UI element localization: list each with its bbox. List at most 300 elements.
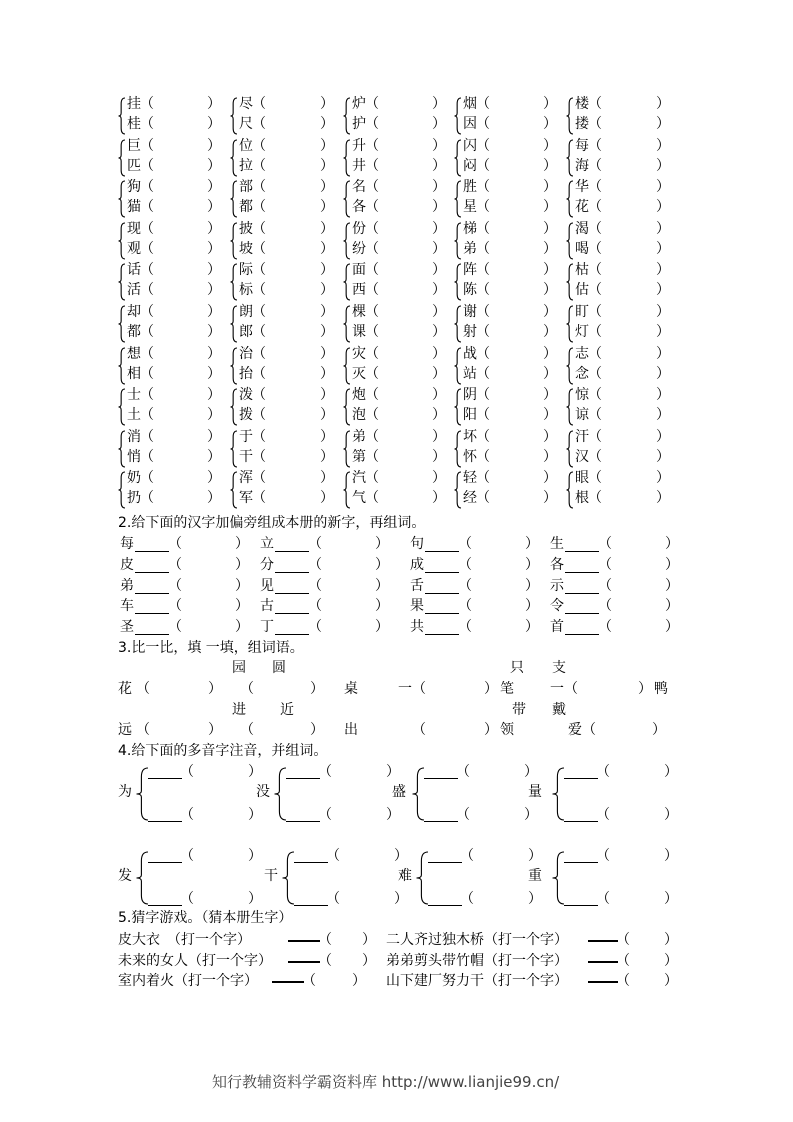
paren-close: ）: [432, 407, 446, 423]
paren-open: （: [458, 536, 472, 552]
char-b: 各: [352, 199, 366, 215]
paren-open: （: [476, 366, 490, 382]
base-char: 皮: [120, 556, 134, 573]
base-char: 令: [550, 598, 564, 615]
brace-icon: [118, 305, 125, 343]
paren-close: ）: [432, 96, 446, 112]
brace-icon: [230, 347, 237, 385]
pinyin-blank[interactable]: [286, 778, 320, 779]
line-char: 一: [550, 681, 564, 697]
answer-blank[interactable]: [275, 634, 309, 635]
polyphone-char: 为: [118, 784, 132, 800]
riddle-answer-blank[interactable]: [588, 940, 618, 942]
paren-open: （: [140, 449, 154, 465]
paren-close: ）: [525, 598, 539, 615]
pinyin-blank[interactable]: [294, 905, 328, 906]
pinyin-blank[interactable]: [428, 862, 462, 863]
paren-close: ）: [432, 324, 446, 340]
paren-open: （: [596, 764, 610, 780]
paren-close: ）: [524, 807, 538, 823]
char-b: 猫: [127, 199, 141, 215]
paren-close: ）: [656, 407, 670, 423]
base-char: 见: [260, 577, 274, 594]
brace-icon: [136, 767, 148, 821]
riddle-answer-blank[interactable]: [588, 981, 618, 983]
brace-icon: [412, 767, 424, 821]
paren-close: ）: [235, 577, 249, 594]
pinyin-blank[interactable]: [428, 905, 462, 906]
paren-close: ）: [375, 577, 389, 594]
char-b: 观: [127, 241, 141, 257]
paren-close: ）: [375, 619, 389, 636]
char-a: 渴: [575, 221, 589, 237]
paren-open: （: [588, 241, 602, 257]
brace-icon: [118, 222, 125, 260]
brace-icon: [454, 305, 461, 343]
paren-open: （: [365, 490, 379, 506]
riddle-answer-blank[interactable]: [588, 961, 618, 963]
paren-close: ）: [656, 221, 670, 237]
polyphone-char: 量: [528, 784, 542, 800]
paren-close: ）: [208, 681, 222, 697]
paren-close: ）: [652, 722, 666, 738]
paren-close: ）: [484, 722, 498, 738]
char-b: 拨: [239, 407, 253, 423]
pinyin-blank[interactable]: [424, 778, 458, 779]
compare-char: 进: [232, 702, 246, 718]
char-b: 星: [463, 199, 477, 215]
pinyin-blank[interactable]: [148, 821, 182, 822]
paren-close: ）: [320, 407, 334, 423]
paren-open: （: [588, 346, 602, 362]
paren-close: ）: [665, 536, 679, 552]
char-a: 于: [239, 429, 253, 445]
paren-close: ）: [432, 429, 446, 445]
paren-open: （: [365, 346, 379, 362]
brace-icon: [118, 347, 125, 385]
paren-close: ）: [320, 116, 334, 132]
paren-close: ）: [656, 262, 670, 278]
brace-icon: [118, 471, 125, 509]
paren-open: （: [598, 577, 612, 594]
pinyin-blank[interactable]: [148, 862, 182, 863]
paren-open: （: [598, 556, 612, 573]
paren-open: （: [365, 429, 379, 445]
char-a: 狗: [127, 179, 141, 195]
paren-close: ）: [656, 429, 670, 445]
polyphone-char: 发: [118, 868, 132, 884]
paren-open: （: [616, 973, 630, 990]
riddle-answer-blank[interactable]: [288, 940, 320, 942]
char-a: 惊: [575, 387, 589, 403]
base-char: 立: [260, 536, 274, 552]
paren-open: （: [458, 556, 472, 573]
paren-open: （: [476, 179, 490, 195]
paren-close: ）: [320, 262, 334, 278]
char-a: 挂: [127, 96, 141, 112]
char-b: 估: [575, 282, 589, 298]
answer-blank[interactable]: [135, 613, 169, 614]
char-a: 浑: [239, 470, 253, 486]
char-a: 面: [352, 262, 366, 278]
paren-open: （: [588, 470, 602, 486]
line-char: 爱: [568, 722, 582, 738]
brace-icon: [118, 139, 125, 177]
paren-close: ）: [656, 304, 670, 320]
brace-icon: [454, 347, 461, 385]
paren-open: （: [588, 490, 602, 506]
base-char: 各: [550, 556, 564, 573]
char-b: 弟: [463, 241, 477, 257]
char-b: 井: [352, 158, 366, 174]
char-b: 护: [352, 116, 366, 132]
pinyin-blank[interactable]: [286, 821, 320, 822]
paren-open: （: [596, 891, 610, 907]
paren-open: （: [588, 179, 602, 195]
paren-close: ）: [432, 282, 446, 298]
char-a: 阴: [463, 387, 477, 403]
char-b: 花: [575, 199, 589, 215]
paren-close: ）: [432, 158, 446, 174]
brace-icon: [454, 263, 461, 301]
base-char: 丁: [260, 619, 274, 636]
paren-open: （: [596, 807, 610, 823]
char-a: 却: [127, 304, 141, 320]
paren-open: （: [476, 324, 490, 340]
char-a: 阵: [463, 262, 477, 278]
paren-close: ）: [543, 407, 557, 423]
riddle-text: 二人齐过独木桥（打一个字）: [386, 932, 568, 948]
paren-close: ）: [543, 282, 557, 298]
paren-open: （: [252, 116, 266, 132]
paren-close: ）: [207, 179, 221, 195]
paren-close: ）: [320, 449, 334, 465]
paren-close: ）: [543, 116, 557, 132]
paren-close: ）: [543, 179, 557, 195]
answer-blank[interactable]: [425, 551, 459, 552]
paren-open: （: [308, 598, 322, 615]
brace-icon: [454, 471, 461, 509]
paren-open: （: [252, 470, 266, 486]
paren-open: （: [476, 490, 490, 506]
paren-close: ）: [656, 96, 670, 112]
brace-icon: [454, 430, 461, 468]
char-b: 土: [127, 407, 141, 423]
paren-open: （: [240, 722, 254, 738]
char-a: 梯: [463, 221, 477, 237]
paren-close: ）: [207, 282, 221, 298]
paren-close: ）: [362, 952, 376, 969]
paren-close: ）: [320, 138, 334, 154]
base-char: 句: [410, 536, 424, 552]
paren-close: ）: [432, 490, 446, 506]
line-char: 笔: [500, 681, 514, 697]
base-char: 示: [550, 577, 564, 594]
paren-open: （: [252, 346, 266, 362]
section5-title: 5.猜字游戏。（猜本册生字）: [118, 910, 293, 926]
paren-close: ）: [207, 241, 221, 257]
brace-icon: [343, 222, 350, 260]
paren-close: ）: [432, 346, 446, 362]
paren-open: （: [476, 221, 490, 237]
paren-open: （: [240, 681, 254, 697]
paren-close: ）: [207, 96, 221, 112]
paren-close: ）: [386, 807, 400, 823]
pinyin-blank[interactable]: [564, 905, 598, 906]
base-char: 分: [260, 556, 274, 573]
paren-open: （: [365, 221, 379, 237]
pinyin-blank[interactable]: [424, 821, 458, 822]
paren-close: ）: [656, 282, 670, 298]
char-a: 炮: [352, 387, 366, 403]
char-a: 泼: [239, 387, 253, 403]
paren-open: （: [252, 158, 266, 174]
paren-close: ）: [543, 158, 557, 174]
base-char: 果: [410, 598, 424, 615]
brace-icon: [118, 97, 125, 135]
char-a: 朗: [239, 304, 253, 320]
footer-watermark: 知行教辅资料学霸资料库 http://www.lianjie99.cn/: [212, 1073, 560, 1091]
char-a: 话: [127, 262, 141, 278]
char-a: 尽: [239, 96, 253, 112]
paren-open: （: [476, 449, 490, 465]
brace-icon: [454, 97, 461, 135]
paren-open: （: [136, 722, 150, 738]
paren-open: （: [476, 346, 490, 362]
brace-icon: [118, 263, 125, 301]
polyphone-char: 重: [528, 868, 542, 884]
char-b: 搂: [575, 116, 589, 132]
riddle-answer-blank[interactable]: [272, 981, 304, 983]
paren-close: ）: [235, 556, 249, 573]
brace-icon: [274, 767, 286, 821]
paren-close: ）: [320, 199, 334, 215]
answer-blank[interactable]: [275, 593, 309, 594]
paren-open: （: [252, 96, 266, 112]
brace-icon: [230, 471, 237, 509]
paren-close: ）: [362, 932, 376, 948]
brace-icon: [566, 180, 573, 218]
brace-icon: [118, 388, 125, 426]
paren-close: ）: [656, 158, 670, 174]
brace-icon: [454, 222, 461, 260]
paren-close: ）: [432, 221, 446, 237]
paren-close: ）: [665, 556, 679, 573]
paren-close: ）: [248, 807, 262, 823]
paren-open: （: [588, 407, 602, 423]
paren-close: ）: [207, 429, 221, 445]
paren-close: ）: [656, 449, 670, 465]
char-b: 郎: [239, 324, 253, 340]
paren-open: （: [365, 387, 379, 403]
paren-close: ）: [320, 387, 334, 403]
brace-icon: [230, 139, 237, 177]
paren-close: ）: [207, 138, 221, 154]
answer-blank[interactable]: [425, 634, 459, 635]
answer-blank[interactable]: [425, 572, 459, 573]
paren-close: ）: [207, 304, 221, 320]
paren-open: （: [476, 304, 490, 320]
char-b: 站: [463, 366, 477, 382]
line-char: 出: [344, 722, 358, 738]
answer-blank[interactable]: [565, 551, 599, 552]
paren-open: （: [460, 848, 474, 864]
pinyin-blank[interactable]: [294, 862, 328, 863]
paren-close: ）: [320, 324, 334, 340]
paren-open: （: [140, 241, 154, 257]
paren-close: ）: [207, 449, 221, 465]
pinyin-blank[interactable]: [564, 821, 598, 822]
pinyin-blank[interactable]: [564, 862, 598, 863]
brace-icon: [416, 851, 428, 905]
pinyin-blank[interactable]: [148, 905, 182, 906]
paren-close: ）: [543, 96, 557, 112]
paren-close: ）: [386, 764, 400, 780]
paren-close: ）: [664, 807, 678, 823]
answer-blank[interactable]: [425, 613, 459, 614]
brace-icon: [566, 430, 573, 468]
paren-close: ）: [207, 199, 221, 215]
char-a: 弟: [352, 429, 366, 445]
riddle-text: 室内着火（打一个字）: [118, 973, 258, 990]
paren-open: （: [252, 282, 266, 298]
paren-open: （: [365, 407, 379, 423]
paren-open: （: [140, 346, 154, 362]
paren-open: （: [476, 138, 490, 154]
paren-open: （: [140, 179, 154, 195]
riddle-answer-blank[interactable]: [288, 961, 320, 963]
line-char: 一: [398, 681, 412, 697]
paren-close: ）: [664, 848, 678, 864]
answer-blank[interactable]: [275, 613, 309, 614]
base-char: 生: [550, 536, 564, 552]
paren-close: ）: [208, 722, 222, 738]
char-b: 都: [127, 324, 141, 340]
paren-open: （: [252, 490, 266, 506]
brace-icon: [343, 180, 350, 218]
line-char: 桌: [344, 681, 358, 697]
char-b: 灭: [352, 366, 366, 382]
brace-icon: [454, 388, 461, 426]
brace-icon: [230, 388, 237, 426]
brace-icon: [566, 263, 573, 301]
char-b: 因: [463, 116, 477, 132]
paren-close: ）: [207, 262, 221, 278]
paren-open: （: [476, 116, 490, 132]
char-a: 汽: [352, 470, 366, 486]
paren-close: ）: [543, 241, 557, 257]
answer-blank[interactable]: [135, 551, 169, 552]
paren-open: （: [582, 722, 596, 738]
paren-close: ）: [320, 158, 334, 174]
paren-close: ）: [248, 891, 262, 907]
paren-close: ）: [543, 470, 557, 486]
paren-close: ）: [432, 116, 446, 132]
char-b: 纷: [352, 241, 366, 257]
answer-blank[interactable]: [425, 593, 459, 594]
line-char: 远: [118, 722, 132, 738]
answer-blank[interactable]: [565, 572, 599, 573]
char-a: 份: [352, 221, 366, 237]
answer-blank[interactable]: [565, 613, 599, 614]
char-b: 都: [239, 199, 253, 215]
char-b: 阳: [463, 407, 477, 423]
answer-blank[interactable]: [135, 634, 169, 635]
paren-open: （: [140, 96, 154, 112]
paren-open: （: [252, 429, 266, 445]
brace-icon: [230, 180, 237, 218]
paren-close: ）: [394, 848, 408, 864]
paren-open: （: [308, 536, 322, 552]
compare-char: 只: [510, 660, 524, 676]
paren-open: （: [476, 470, 490, 486]
paren-close: ）: [320, 304, 334, 320]
paren-open: （: [140, 158, 154, 174]
answer-blank[interactable]: [565, 593, 599, 594]
paren-close: ）: [320, 221, 334, 237]
paren-close: ）: [207, 470, 221, 486]
char-b: 相: [127, 366, 141, 382]
char-a: 消: [127, 429, 141, 445]
char-a: 胜: [463, 179, 477, 195]
paren-open: （: [588, 96, 602, 112]
answer-blank[interactable]: [275, 551, 309, 552]
paren-open: （: [365, 282, 379, 298]
char-a: 烟: [463, 96, 477, 112]
char-b: 扔: [127, 490, 141, 506]
char-a: 治: [239, 346, 253, 362]
paren-close: ）: [656, 490, 670, 506]
char-a: 名: [352, 179, 366, 195]
paren-open: （: [588, 324, 602, 340]
answer-blank[interactable]: [565, 634, 599, 635]
brace-icon: [343, 347, 350, 385]
paren-open: （: [588, 429, 602, 445]
paren-close: ）: [375, 598, 389, 615]
paren-open: （: [252, 449, 266, 465]
paren-close: ）: [525, 577, 539, 594]
answer-blank[interactable]: [135, 572, 169, 573]
paren-close: ）: [352, 973, 366, 990]
paren-open: （: [588, 387, 602, 403]
pinyin-blank[interactable]: [148, 778, 182, 779]
paren-close: ）: [543, 138, 557, 154]
paren-close: ）: [320, 490, 334, 506]
paren-open: （: [168, 598, 182, 615]
paren-close: ）: [524, 764, 538, 780]
char-b: 汉: [575, 449, 589, 465]
paren-close: ）: [656, 199, 670, 215]
brace-icon: [566, 347, 573, 385]
paren-close: ）: [432, 138, 446, 154]
paren-open: （: [588, 199, 602, 215]
char-b: 尺: [239, 116, 253, 132]
char-b: 干: [239, 449, 253, 465]
answer-blank[interactable]: [135, 593, 169, 594]
paren-open: （: [476, 387, 490, 403]
paren-close: ）: [656, 470, 670, 486]
paren-open: （: [168, 619, 182, 636]
compare-char: 近: [280, 702, 294, 718]
answer-blank[interactable]: [275, 572, 309, 573]
pinyin-blank[interactable]: [564, 778, 598, 779]
base-char: 舌: [410, 577, 424, 594]
char-b: 西: [352, 282, 366, 298]
paren-close: ）: [665, 598, 679, 615]
polyphone-char: 没: [256, 784, 270, 800]
paren-close: ）: [207, 366, 221, 382]
char-a: 部: [239, 179, 253, 195]
